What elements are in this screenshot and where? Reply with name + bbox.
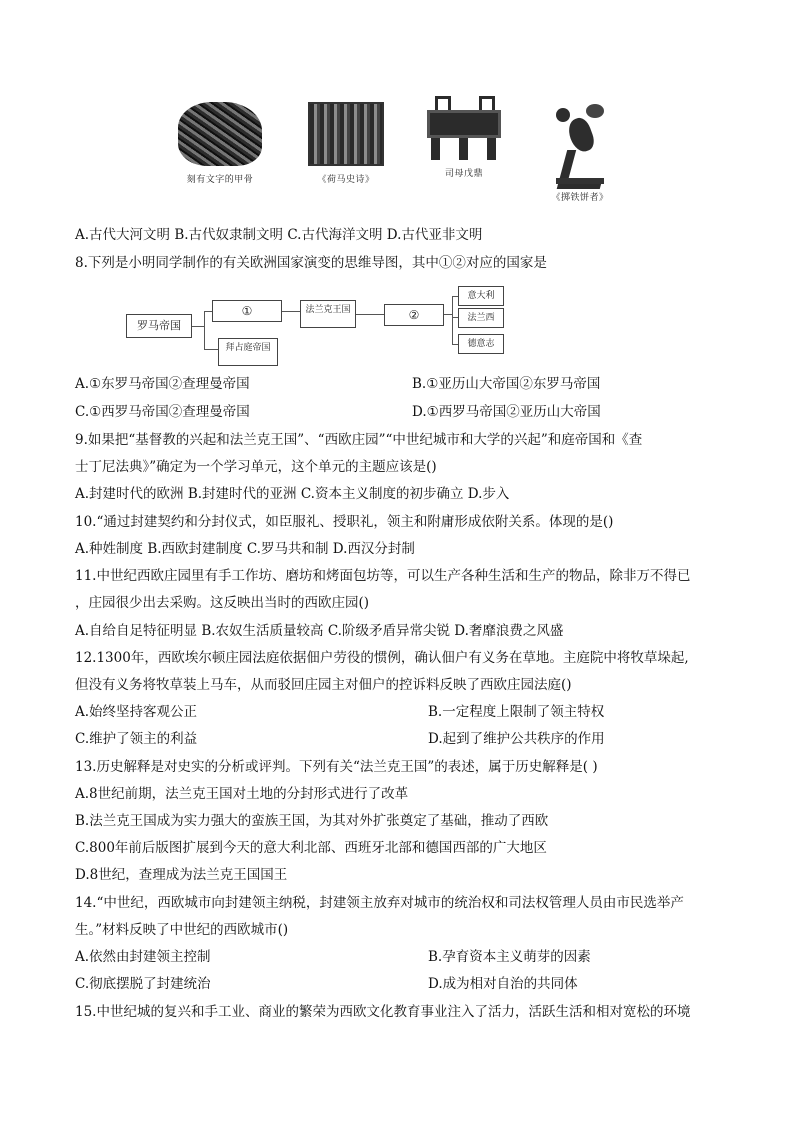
figure-bronze-ding [414, 96, 514, 179]
q13-option-a: A.8世纪前期，法兰克王国对土地的分封形式进行了改革 [75, 786, 409, 802]
q13-stem: 13.历史解释是对史实的分析或评判。下列有关“法兰克王国”的表述，属于历史解释是( ) [75, 759, 598, 775]
figure-caption: 《荷马史诗》 [317, 175, 375, 185]
q15-stem-line-1: 15.中世纪城的复兴和手工业、商业的繁荣为西欧文化教育事业注入了活力，活跃生活和相对宽松的环境 [75, 1004, 691, 1020]
q13-option-c: C.800年前后版图扩展到今天的意大利北部、西班牙北部和德国西部的广大地区 [75, 840, 547, 856]
q14-option-b: B.孕育资本主义萌芽的因素 [428, 949, 591, 965]
q14-option-c: C.彻底摆脱了封建统治 [75, 976, 211, 992]
figure-homer-epic [296, 102, 396, 185]
mind-map-node-1: ① [212, 300, 282, 322]
q12-stem-line-1: 12.1300年，西欧埃尔顿庄园法庭依据佃户劳役的惯例，确认佃户有义务在草地。主庭院中将牧草垛起, [75, 650, 689, 666]
q8-stem: 8.下列是小明同学制作的有关欧洲国家演变的思维导图，其中①②对应的国家是 [75, 255, 547, 271]
homer-epic-image [308, 102, 384, 166]
q8-option-b: B.①亚历山大帝国②东罗马帝国 [412, 376, 601, 392]
figure-oracle-bone [170, 102, 270, 185]
q13-option-b: B.法兰克王国成为实力强大的蛮族王国，为其对外扩张奠定了基础，推动了西欧 [75, 813, 549, 829]
q14-stem-line-2: 生。”材料反映了中世纪的西欧城市() [75, 922, 289, 938]
q9-stem-line-2: 士丁尼法典》”确定为一个学习单元，这个单元的主题应该是() [75, 459, 437, 475]
q11-stem-line-2: ，庄园很少出去采购。这反映出当时的西欧庄园() [75, 595, 370, 611]
figure-caption: 刻有文字的甲骨 [186, 175, 254, 185]
q14-option-d: D.成为相对自治的共同体 [428, 976, 578, 992]
discobolus-image [552, 104, 608, 184]
q8-option-d: D.①西罗马帝国②亚历山大帝国 [412, 404, 601, 420]
q8-mind-map [126, 286, 506, 368]
mind-map-node-2: ② [384, 304, 444, 326]
q14-stem-line-1: 14.“中世纪，西欧城市向封建领主纳税，封建领主放弃对城市的统治权和司法权管理人员由市民选举产 [75, 895, 684, 911]
q12-stem-line-2: 但没有义务将牧草装上马车，从而驳回庄园主对佃户的控诉料反映了西欧庄园法庭() [75, 677, 572, 693]
mind-map-leaf: 法兰西 [458, 308, 504, 328]
q12-option-c: C.维护了领主的利益 [75, 731, 198, 747]
q10-options: A.种姓制度 B.西欧封建制度 C.罗马共和制 D.西汉分封制 [75, 541, 415, 557]
q8-option-a: A.①东罗马帝国②查理曼帝国 [75, 376, 250, 392]
mind-map-root: 罗马帝国 [126, 314, 192, 338]
mind-map-leaf: 意大利 [458, 286, 504, 306]
q12-option-d: D.起到了维护公共秩序的作用 [428, 731, 605, 747]
q10-stem: 10.“通过封建契约和分封仪式，如臣服礼、授职礼，领主和附庸形成依附关系。体现的是() [75, 514, 614, 530]
q12-option-a: A.始终坚持客观公正 [75, 704, 198, 720]
mind-map-node-frankish: 法兰克王国 [300, 300, 356, 328]
mind-map-node-byzantine: 拜占庭帝国 [218, 338, 278, 366]
figure-discobolus [540, 104, 620, 203]
q12-option-b: B.一定程度上限制了领主特权 [428, 704, 605, 720]
q11-options: A.自给自足特征明显 B.农奴生活质量较高 C.阶级矛盾异常尖锐 D.奢靡浪费之风盛 [75, 623, 564, 639]
q7-figure-row [0, 92, 794, 204]
bronze-ding-image [419, 96, 509, 160]
q9-options: A.封建时代的欧洲 B.封建时代的亚洲 C.资本主义制度的初步确立 D.步入 [75, 486, 510, 502]
q8-option-c: C.①西罗马帝国②查理曼帝国 [75, 404, 250, 420]
mind-map-leaf: 德意志 [458, 334, 504, 354]
oracle-bone-image [178, 102, 262, 166]
q11-stem-line-1: 11.中世纪西欧庄园里有手工作坊、磨坊和烤面包坊等，可以生产各种生活和生产的物品，除非万不得已 [75, 568, 691, 584]
q14-option-a: A.依然由封建领主控制 [75, 949, 211, 965]
figure-caption: 《掷铁饼者》 [551, 193, 609, 203]
q9-stem-line-1: 9.如果把“基督教的兴起和法兰克王国”、“西欧庄园”“中世纪城市和大学的兴起”和庭帝国和《查 [75, 432, 643, 448]
figure-caption: 司母戊鼎 [444, 169, 483, 179]
q7-options: A.古代大河文明 B.古代奴隶制文明 C.古代海洋文明 D.古代亚非文明 [75, 227, 483, 243]
q13-option-d: D.8世纪，查理成为法兰克王国国王 [75, 867, 288, 883]
